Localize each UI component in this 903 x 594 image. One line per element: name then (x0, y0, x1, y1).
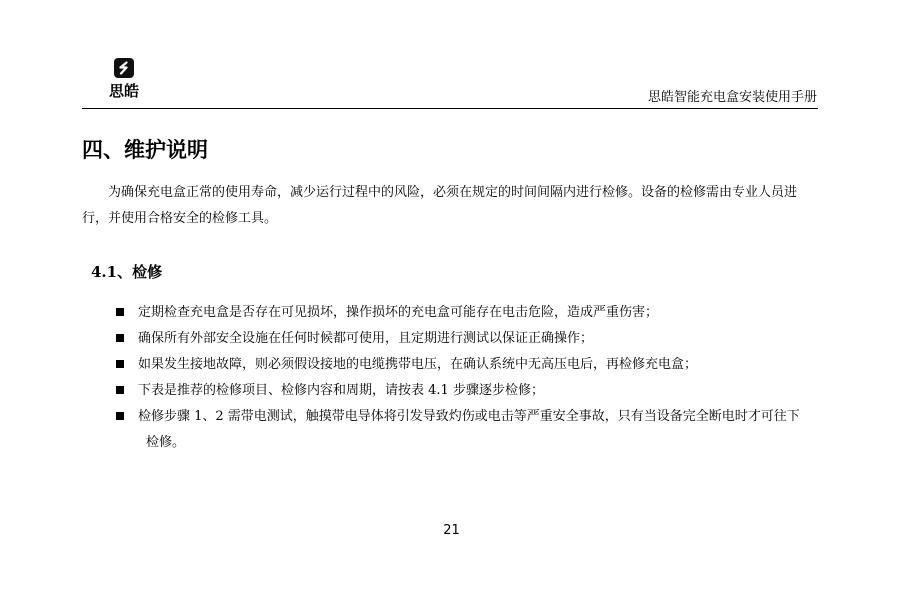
list-item-text: 确保所有外部安全设施在任何时候都可使用，且定期进行测试以保证正确操作； (138, 331, 594, 346)
list-item-text: 定期检查充电盒是否存在可见损坏，操作损坏的充电盒可能存在电击危险，造成严重伤害； (138, 305, 659, 320)
maintenance-list (104, 300, 824, 456)
logo-mark-icon (114, 58, 134, 78)
subsection-heading: 4.1、检修 (91, 263, 163, 281)
brand-logo (104, 58, 144, 102)
bullet-square-icon (116, 386, 124, 394)
bullet-square-icon (116, 360, 124, 368)
bullet-square-icon (116, 412, 124, 420)
intro-paragraph (82, 180, 822, 232)
list-item-text: 检修步骤 1、2 需带电测试，触摸带电导体将引发导致灼伤或电击等严重安全事故，只有当设备完全断电时才可往下 (138, 409, 800, 424)
list-item-text: 下表是推荐的检修项目、检修内容和周期，请按表 4.1 步骤逐步检修； (138, 383, 544, 398)
bullet-square-icon (116, 334, 124, 342)
intro-text: 为确保充电盒正常的使用寿命，减少运行过程中的风险，必须在规定的时间间隔内进行检修。设备的检修需由专业人员进行，并使用合格安全的检修工具。 (82, 185, 798, 226)
page-number: 21 (443, 523, 460, 538)
list-item (104, 352, 824, 378)
list-item (104, 326, 824, 352)
list-item (104, 300, 824, 326)
bullet-square-icon (116, 308, 124, 316)
list-item (104, 404, 824, 456)
list-item (104, 378, 824, 404)
list-item-text: 如果发生接地故障，则必须假设接地的电缆携带电压，在确认系统中无高压电后，再检修充电盒； (138, 357, 698, 372)
document-title: 思皓智能充电盒安装使用手册 (647, 90, 817, 105)
header-divider (82, 108, 818, 109)
list-item-continuation: 检修。 (146, 435, 186, 450)
logo-text: 思皓 (108, 82, 139, 100)
section-heading: 四、维护说明 (82, 137, 208, 162)
